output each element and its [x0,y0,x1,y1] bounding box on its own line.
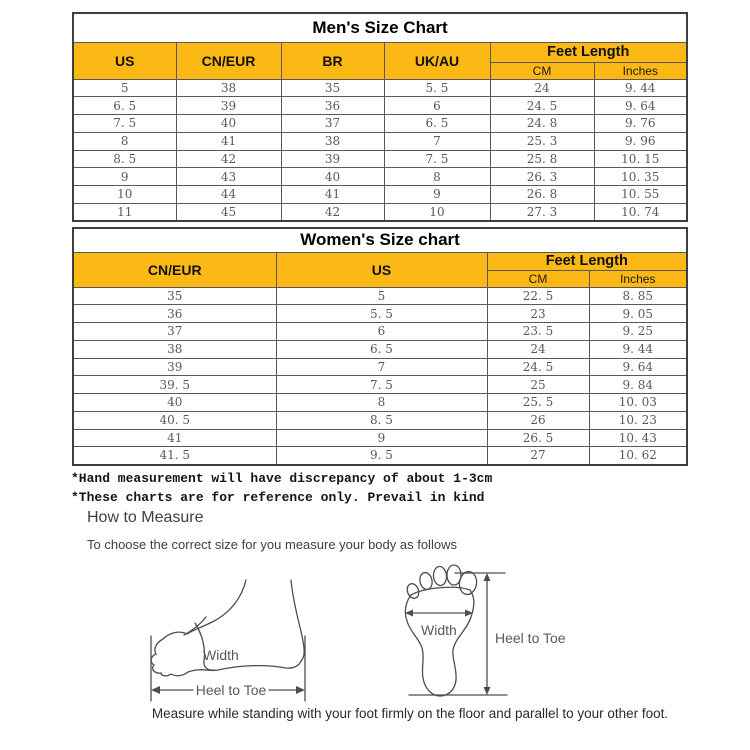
table-row [73,168,687,186]
size-cell: 9 [384,186,490,204]
foot-side-view-diagram [143,560,393,705]
foot-instep-line [187,580,246,634]
size-cell: 24. 5 [490,97,594,115]
size-cell: 42 [176,150,281,168]
size-cell: 27. 3 [490,203,594,221]
toe-4-outline [418,571,433,590]
size-cell: 10. 03 [589,394,687,412]
size-cell: 24 [490,79,594,97]
mens-title-row [73,13,687,42]
mens-table-title: Men's Size Chart [73,13,687,42]
size-cell: 38 [176,79,281,97]
table-row [73,132,687,150]
size-cell: 8. 85 [589,287,687,305]
col-header-us: US [73,42,176,79]
size-cell: 6 [384,97,490,115]
size-cell: 24 [487,340,589,358]
table-row [73,394,687,412]
toe-5-outline [405,582,420,600]
size-cell: 41 [73,429,276,447]
measure-caption: Measure while standing with your foot firmly on the floor and parallel to your other foot. [151,706,669,721]
size-cell: 35 [281,79,384,97]
size-cell: 6. 5 [276,340,487,358]
size-cell: 10. 74 [594,203,687,221]
size-cell: 45 [176,203,281,221]
sole-heel-toe-label: Heel to Toe [495,630,566,646]
table-row [73,429,687,447]
table-row [73,115,687,133]
size-cell: 42 [281,203,384,221]
size-cell: 10. 55 [594,186,687,204]
size-cell: 39 [281,150,384,168]
size-cell: 25 [487,376,589,394]
size-cell: 8 [73,132,176,150]
sole-width-label: Width [421,622,457,638]
size-cell: 9. 64 [594,97,687,115]
womens-header-row [73,252,687,270]
col-header-cm: CM [490,62,594,79]
size-cell: 10. 23 [589,411,687,429]
size-cell: 37 [73,323,276,341]
womens-title-row [73,228,687,252]
size-cell: 39. 5 [73,376,276,394]
mens-header-row [73,42,687,62]
table-row [73,411,687,429]
size-cell: 41 [281,186,384,204]
how-to-measure-heading: How to Measure [87,509,204,526]
size-cell: 26 [487,411,589,429]
note-line-1: *Hand measurement will have discrepancy of about 1-3cm [71,471,493,486]
size-cell: 10. 62 [589,447,687,465]
heel-toe-arrowhead-bottom-icon [484,687,491,695]
size-cell: 38 [281,132,384,150]
size-cell: 5. 5 [276,305,487,323]
col-header-cm: CM [487,270,589,287]
size-cell: 9. 05 [589,305,687,323]
foot-sole-view-diagram [395,553,610,703]
womens-table-title: Women's Size chart [73,228,687,252]
table-row [73,323,687,341]
size-cell: 27 [487,447,589,465]
size-cell: 25. 8 [490,150,594,168]
size-cell: 9. 44 [589,340,687,358]
size-cell: 9 [73,168,176,186]
heel-toe-arrowhead-top-icon [484,573,491,581]
col-header-inches: Inches [589,270,687,287]
table-row [73,203,687,221]
size-cell: 6. 5 [73,97,176,115]
table-row [73,340,687,358]
size-cell: 26. 3 [490,168,594,186]
size-cell: 10 [384,203,490,221]
size-cell: 10. 15 [594,150,687,168]
size-cell: 10 [73,186,176,204]
size-cell: 36 [73,305,276,323]
size-cell: 37 [281,115,384,133]
table-row [73,287,687,305]
size-cell: 9. 84 [589,376,687,394]
size-cell: 40 [281,168,384,186]
size-cell: 9. 44 [594,79,687,97]
size-cell: 9. 5 [276,447,487,465]
size-cell: 7 [276,358,487,376]
col-header-feet-length: Feet Length [490,42,687,62]
col-header-uk-au: UK/AU [384,42,490,79]
size-cell: 7. 5 [276,376,487,394]
size-cell: 43 [176,168,281,186]
table-row [73,376,687,394]
size-cell: 26. 8 [490,186,594,204]
size-cell: 8. 5 [276,411,487,429]
size-cell: 25. 3 [490,132,594,150]
size-cell: 8. 5 [73,150,176,168]
womens-table-body [73,287,687,465]
toe-3-outline [433,566,448,586]
size-cell: 39 [176,97,281,115]
table-row [73,97,687,115]
size-cell: 6 [276,323,487,341]
size-cell: 36 [281,97,384,115]
womens-table-head [73,228,687,287]
side-width-label: Width [203,647,239,663]
size-cell: 40 [176,115,281,133]
size-cell: 41. 5 [73,447,276,465]
size-cell: 40 [73,394,276,412]
col-header-us: US [276,252,487,287]
col-header-feet-length: Feet Length [487,252,687,270]
womens-size-table [72,227,688,466]
size-cell: 8 [276,394,487,412]
table-row [73,447,687,465]
size-cell: 40. 5 [73,411,276,429]
sole-outline [405,587,474,696]
col-header-br: BR [281,42,384,79]
size-cell: 6. 5 [384,115,490,133]
size-cell: 23 [487,305,589,323]
size-cell: 39 [73,358,276,376]
mens-table-head [73,13,687,79]
col-header-cn-eur: CN/EUR [176,42,281,79]
size-cell: 10. 43 [589,429,687,447]
size-cell: 26. 5 [487,429,589,447]
table-row [73,186,687,204]
size-cell: 7. 5 [384,150,490,168]
size-cell: 7 [384,132,490,150]
size-cell: 7. 5 [73,115,176,133]
size-cell: 9. 25 [589,323,687,341]
disclaimer-notes [71,469,492,507]
size-cell: 9. 96 [594,132,687,150]
size-cell: 38 [73,340,276,358]
col-header-cn-eur: CN/EUR [73,252,276,287]
size-cell: 11 [73,203,176,221]
size-cell: 44 [176,186,281,204]
size-cell: 5 [276,287,487,305]
size-cell: 9 [276,429,487,447]
col-header-inches: Inches [594,62,687,79]
table-row [73,305,687,323]
table-row [73,150,687,168]
side-heel-toe-label: Heel to Toe [195,682,267,698]
size-cell: 24. 5 [487,358,589,376]
how-to-measure-subheading: To choose the correct size for you measure your body as follows [87,537,457,552]
size-cell: 5. 5 [384,79,490,97]
size-cell: 9. 64 [589,358,687,376]
arrowhead-left-icon [151,686,160,694]
size-cell: 8 [384,168,490,186]
arrowhead-right-icon [296,686,305,694]
size-cell: 41 [176,132,281,150]
note-line-2: *These charts are for reference only. Prevail in kind [71,490,485,505]
table-row [73,79,687,97]
size-cell: 22. 5 [487,287,589,305]
size-cell: 5 [73,79,176,97]
foot-heel-line [291,580,304,661]
size-cell: 9. 76 [594,115,687,133]
size-cell: 10. 35 [594,168,687,186]
size-cell: 23. 5 [487,323,589,341]
mens-size-table [72,12,688,222]
toe-2-outline [447,565,461,585]
size-cell: 24. 8 [490,115,594,133]
table-row [73,358,687,376]
size-cell: 35 [73,287,276,305]
mens-table-body [73,79,687,221]
size-cell: 25. 5 [487,394,589,412]
foot-toes-line [151,632,188,676]
